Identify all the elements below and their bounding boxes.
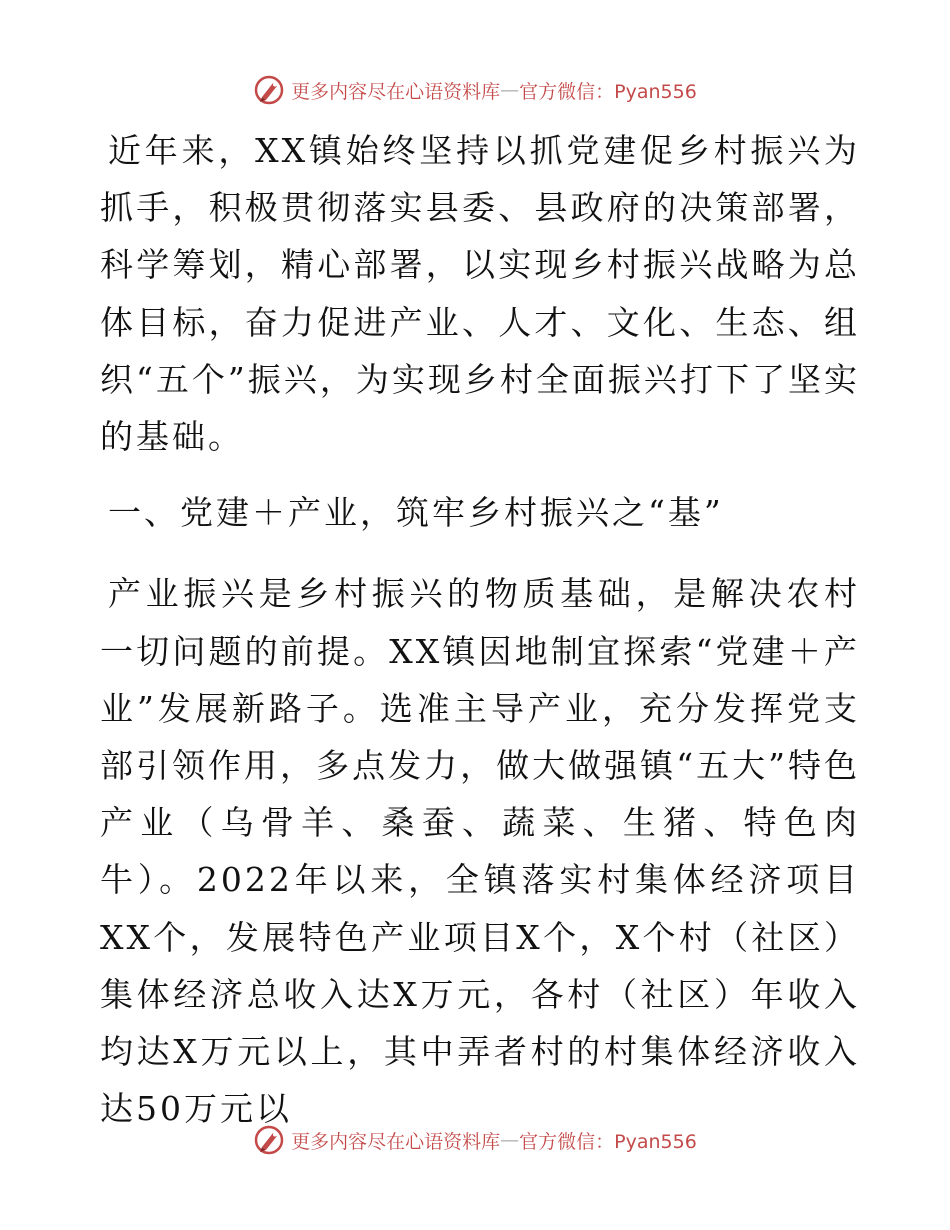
industry-paragraph: 产业振兴是乡村振兴的物质基础，是解决农村一切问题的前提。XX镇因地制宜探索“党建＋产业”发展新路子。选准主导产业，充分发挥党支部引领作用，多点发力，做大做强镇“五大”特色产业（乌骨羊、桑蚕、蔬菜、生猪、特色肉牛）。2022年以来，全镇落实村集体经济项目XX个，发展特色产业项目X个，X个村（社区）集体经济总收入达X万元，各村（社区）年收入均达X万元以上，其中弄者村的村集体经济收入达50万元以 — [100, 574, 860, 1129]
intro-paragraph: 近年来，XX镇始终坚持以抓党建促乡村振兴为抓手，积极贯彻落实县委、县政府的决策部署，科学筹划，精心部署，以实现乡村振兴战略为总体目标，奋力促进产业、人才、文化、生态、组织“五个”振兴，为实现乡村全面振兴打下了坚实的基础。 — [100, 131, 860, 457]
document-body — [100, 122, 860, 1137]
watermark-site-text: 更多内容尽在心语资料库 — [291, 1130, 501, 1153]
footer-watermark — [0, 1120, 950, 1160]
section-heading: 一、党建＋产业，筑牢乡村振兴之“基” — [108, 493, 724, 533]
watermark-site-text: 更多内容尽在心语资料库 — [291, 80, 501, 103]
watermark-wechat-text: 官方微信：Pyan556 — [519, 1130, 697, 1153]
red-pen-logo-icon — [253, 1124, 285, 1156]
watermark-wechat-text: 官方微信：Pyan556 — [519, 80, 697, 103]
watermark-dash: — — [500, 1129, 520, 1151]
header-watermark — [0, 70, 950, 110]
watermark-dash: — — [500, 79, 520, 101]
red-pen-logo-icon — [253, 74, 285, 106]
